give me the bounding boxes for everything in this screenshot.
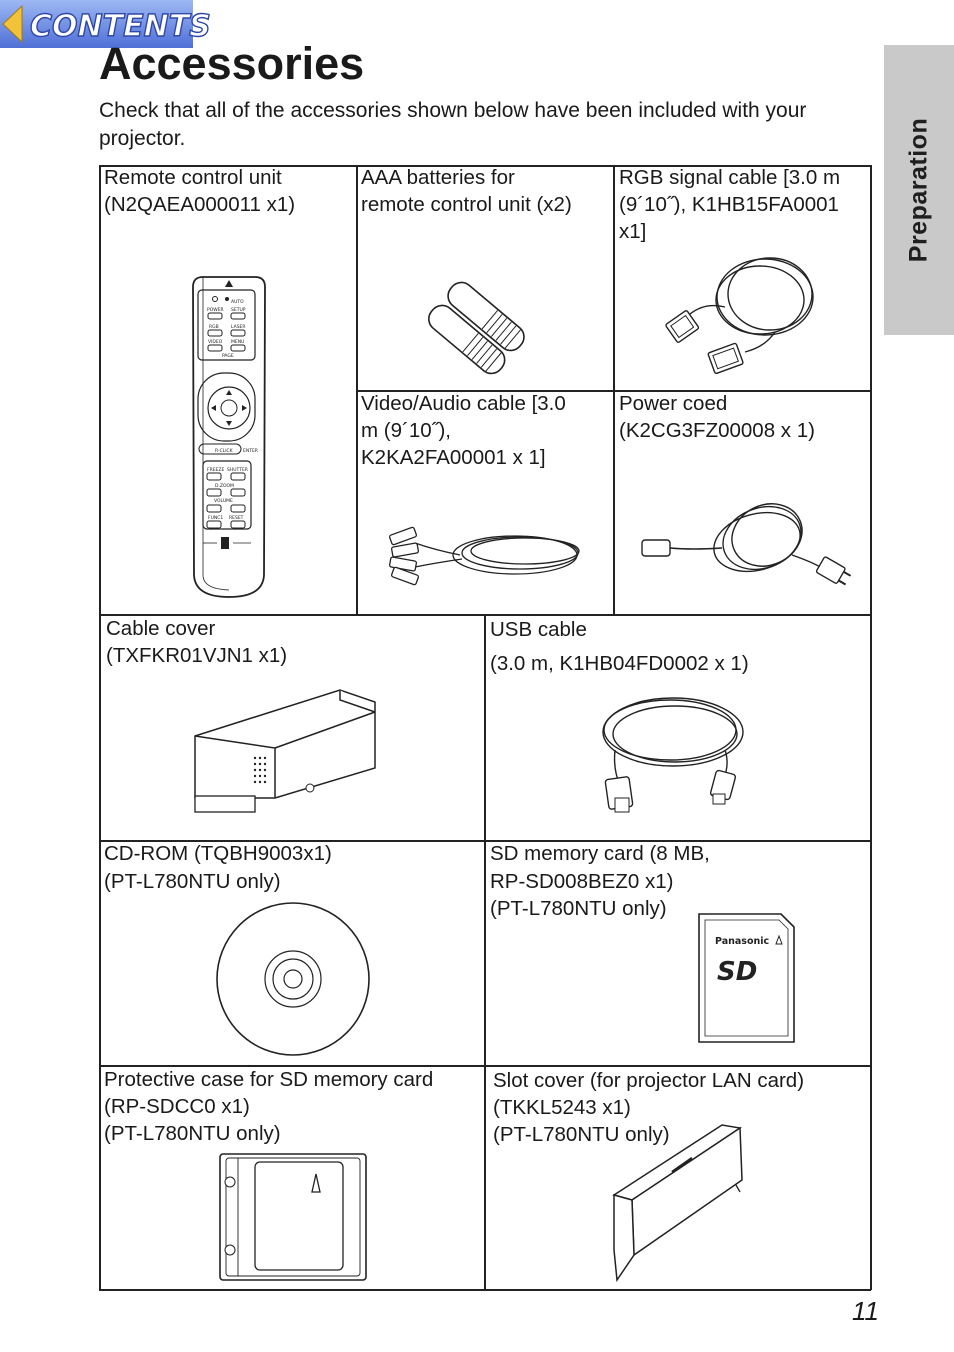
sd-card-icon (697, 912, 797, 1044)
remote-btn-menu: MENU (231, 340, 245, 345)
item-cdrom-label-1: CD-ROM (TQBH9003x1) (104, 842, 332, 865)
item-video-label-3: K2KA2FA00001 x 1] (361, 446, 546, 469)
item-power-label-1: Power coed (619, 392, 728, 415)
grid-line (356, 165, 358, 615)
grid-line (870, 165, 872, 1290)
remote-btn-rclick: R-CLICK (215, 449, 233, 454)
item-rgb-label-1: RGB signal cable [3.0 m (619, 166, 841, 189)
power-cord-icon (632, 500, 852, 590)
item-sd-label-2: RP-SD008BEZ0 x1) (490, 870, 674, 893)
contents-label: CONTENTS (30, 9, 211, 44)
cable-cover-icon (190, 688, 380, 816)
video-audio-cable-icon (380, 515, 590, 590)
remote-btn-reset: RESET (229, 516, 244, 521)
remote-btn-video: VIDEO (208, 340, 223, 345)
item-video-label-1: Video/Audio cable [3.0 (361, 392, 566, 415)
item-batteries-label-1: AAA batteries for (361, 166, 515, 189)
item-sdcase-label-1: Protective case for SD memory card (104, 1068, 434, 1091)
remote-btn-freeze: FREEZE (207, 468, 225, 473)
item-video-label-2: m (9´10˝), (361, 419, 451, 442)
sd-logo: SD (717, 957, 758, 987)
cd-rom-icon (215, 901, 371, 1057)
item-batteries-label-2: remote control unit (x2) (361, 193, 572, 216)
remote-btn-page: PAGE (222, 354, 234, 359)
grid-line (613, 165, 615, 615)
usb-cable-icon (595, 690, 750, 820)
intro-text (99, 97, 879, 153)
item-sd-label-1: SD memory card (8 MB, (490, 842, 710, 865)
grid-line (99, 165, 101, 1290)
item-sdcase-label-3: (PT-L780NTU only) (104, 1122, 281, 1145)
rgb-cable-icon (665, 252, 820, 380)
item-rgb-label-3: x1] (619, 220, 647, 243)
page-number: 11 (852, 1296, 879, 1326)
remote-btn-enter: ENTER (243, 449, 258, 454)
page-title: Accessories (99, 38, 365, 89)
item-power-label-2: (K2CG3FZ00008 x 1) (619, 419, 815, 442)
intro-line-2: projector. (99, 127, 186, 150)
item-rgb-label-2: (9´10˝), K1HB15FA0001 (619, 193, 839, 216)
section-tab-preparation[interactable] (884, 45, 954, 335)
item-slot-label-1: Slot cover (for projector LAN card) (493, 1069, 805, 1092)
item-cover-label-2: (TXFKR01VJN1 x1) (106, 644, 288, 667)
sd-card-brand: Panasonic (715, 936, 770, 947)
remote-btn-func: FUNC1 (208, 516, 224, 521)
remote-btn-shutter: SHUTTER (227, 468, 248, 473)
grid-line (484, 614, 486, 1290)
item-usb-label-1: USB cable (490, 618, 587, 641)
remote-btn-setup: SETUP (231, 308, 246, 313)
sd-case-icon (218, 1152, 368, 1282)
remote-btn-auto: AUTO (231, 300, 244, 305)
item-usb-label-2: (3.0 m, K1HB04FD0002 x 1) (490, 652, 749, 675)
remote-control-icon (185, 275, 275, 600)
item-sdcase-label-2: (RP-SDCC0 x1) (104, 1095, 250, 1118)
slot-cover-icon (612, 1120, 752, 1285)
item-remote-label-1: Remote control unit (104, 166, 282, 189)
item-remote-label-2: (N2QAEA000011 x1) (104, 193, 296, 216)
remote-btn-dzoom: D.ZOOM (215, 484, 234, 489)
remote-btn-volume: VOLUME (214, 499, 233, 504)
item-cdrom-label-2: (PT-L780NTU only) (104, 870, 281, 893)
item-cover-label-1: Cable cover (106, 617, 216, 640)
intro-line-1: Check that all of the accessories shown below have been included with your (99, 99, 807, 122)
item-slot-label-2: (TKKL5243 x1) (493, 1096, 631, 1119)
section-tab-label: Preparation (904, 117, 933, 263)
item-sd-label-3: (PT-L780NTU only) (490, 897, 667, 920)
remote-btn-rgb: RGB (209, 325, 219, 330)
remote-btn-laser: LASER (231, 325, 246, 330)
remote-btn-power: POWER (207, 308, 224, 313)
item-slot-label-3: (PT-L780NTU only) (493, 1123, 670, 1146)
batteries-icon (415, 270, 555, 375)
